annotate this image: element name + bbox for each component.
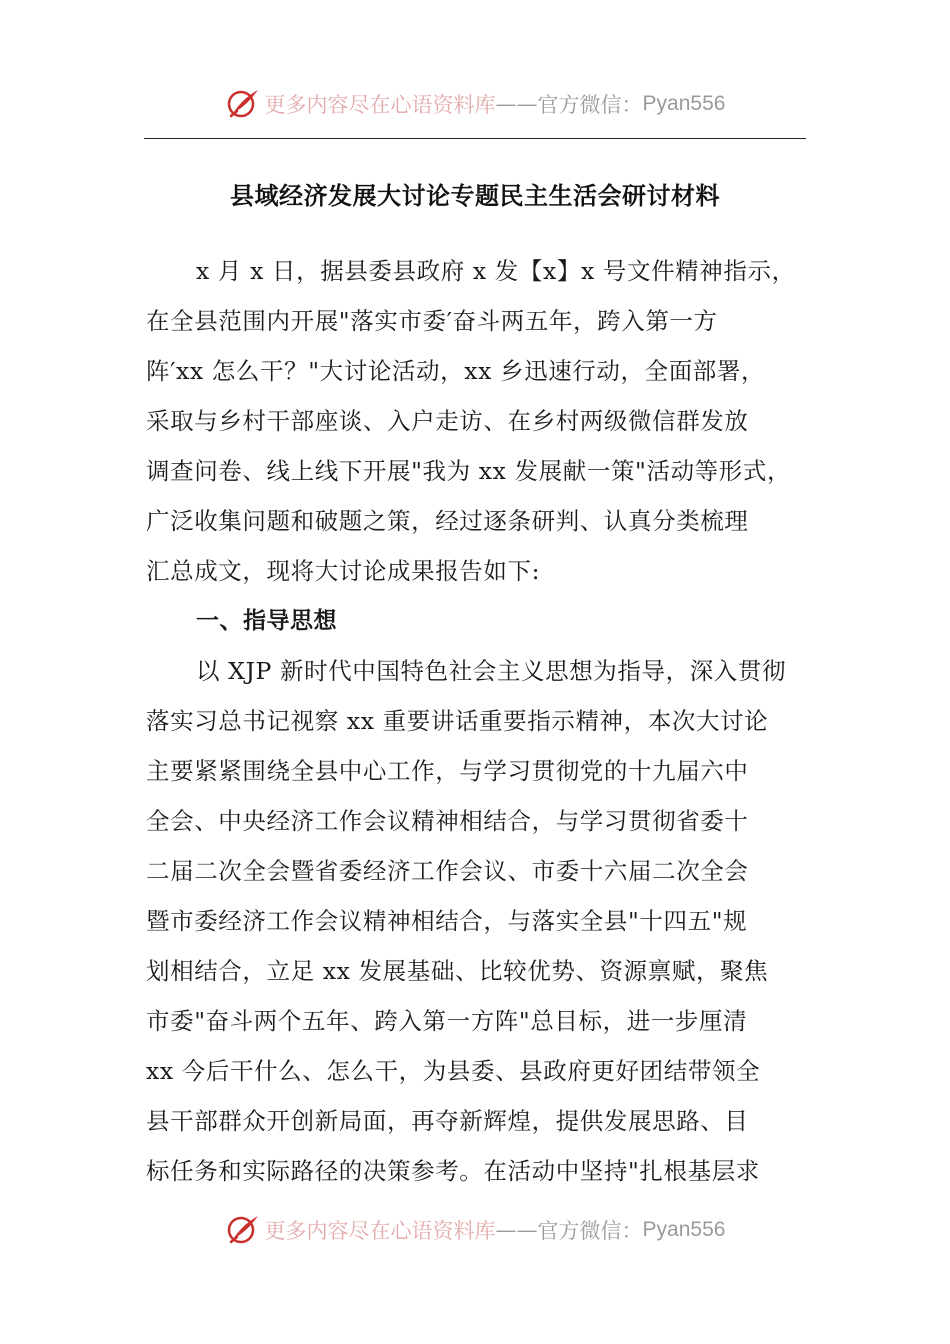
body-line: x 月 x 日，据县委县政府 x 发【x】x 号文件精神指示， xyxy=(196,257,796,285)
watermark-wechat-label: 官方微信： xyxy=(537,1219,643,1243)
body-line: 调查问卷、线上线下开展"我为 xx 发展献一策"活动等形式， xyxy=(146,457,792,485)
body-line: 市委"奋斗两个五年、跨入第一方阵"总目标，进一步厘清 xyxy=(146,1007,748,1035)
watermark-wechat-id: Pyan556 xyxy=(642,1218,726,1241)
watermark-wechat-id: Pyan556 xyxy=(642,92,726,115)
body-line: 县干部群众开创新局面，再夺新辉煌，提供发展思路、目 xyxy=(146,1107,749,1135)
body-line: 暨市委经济工作会议精神相结合，与落实全县"十四五"规 xyxy=(146,907,748,935)
body-line: 落实习总书记视察 xx 重要讲话重要指示精神，本次大讨论 xyxy=(146,707,769,735)
body-line: 划相结合，立足 xx 发展基础、比较优势、资源禀赋，聚焦 xyxy=(146,957,769,985)
section-heading: 一、指导思想 xyxy=(196,608,337,634)
body-line: 二届二次全会暨省委经济工作会议、市委十六届二次全会 xyxy=(146,857,749,885)
watermark-site-text: 更多内容尽在心语资料库 xyxy=(264,1219,496,1243)
body-line: 在全县范围内开展"落实市委′奋斗两五年，跨入第一方 xyxy=(146,307,718,335)
body-line: 采取与乡村干部座谈、入户走访、在乡村两级微信群发放 xyxy=(146,407,749,435)
body-line: xx 今后干什么、怎么干，为县委、县政府更好团结带领全 xyxy=(146,1057,761,1085)
header-rule xyxy=(144,138,806,139)
watermark-site-text: 更多内容尽在心语资料库 xyxy=(264,93,496,117)
body-line: 全会、中央经济工作会议精神相结合，与学习贯彻省委十 xyxy=(146,807,749,835)
watermark-dash: —— xyxy=(495,1218,538,1242)
footer-watermark xyxy=(0,1210,950,1250)
document-body xyxy=(146,246,806,1196)
watermark-wechat-label: 官方微信： xyxy=(537,93,643,117)
watermark-dash: —— xyxy=(495,92,538,116)
body-line: 以 XJP 新时代中国特色社会主义思想为指导，深入贯彻 xyxy=(196,657,787,685)
body-line: 主要紧紧围绕全县中心工作，与学习贯彻党的十九届六中 xyxy=(146,757,749,785)
body-line: 广泛收集问题和破题之策，经过逐条研判、认真分类梳理 xyxy=(146,507,749,535)
document-title: 县域经济发展大讨论专题民主生活会研讨材料 xyxy=(230,181,720,210)
quill-logo-icon xyxy=(225,1212,261,1248)
body-line: 汇总成文，现将大讨论成果报告如下: xyxy=(146,557,541,585)
header-watermark xyxy=(0,84,950,124)
body-line: 阵′xx 怎么干？"大讨论活动，xx 乡迅速行动，全面部署， xyxy=(146,357,766,385)
body-line: 标任务和实际路径的决策参考。在活动中坚持"扎根基层求 xyxy=(146,1157,760,1185)
quill-logo-icon xyxy=(225,86,261,122)
